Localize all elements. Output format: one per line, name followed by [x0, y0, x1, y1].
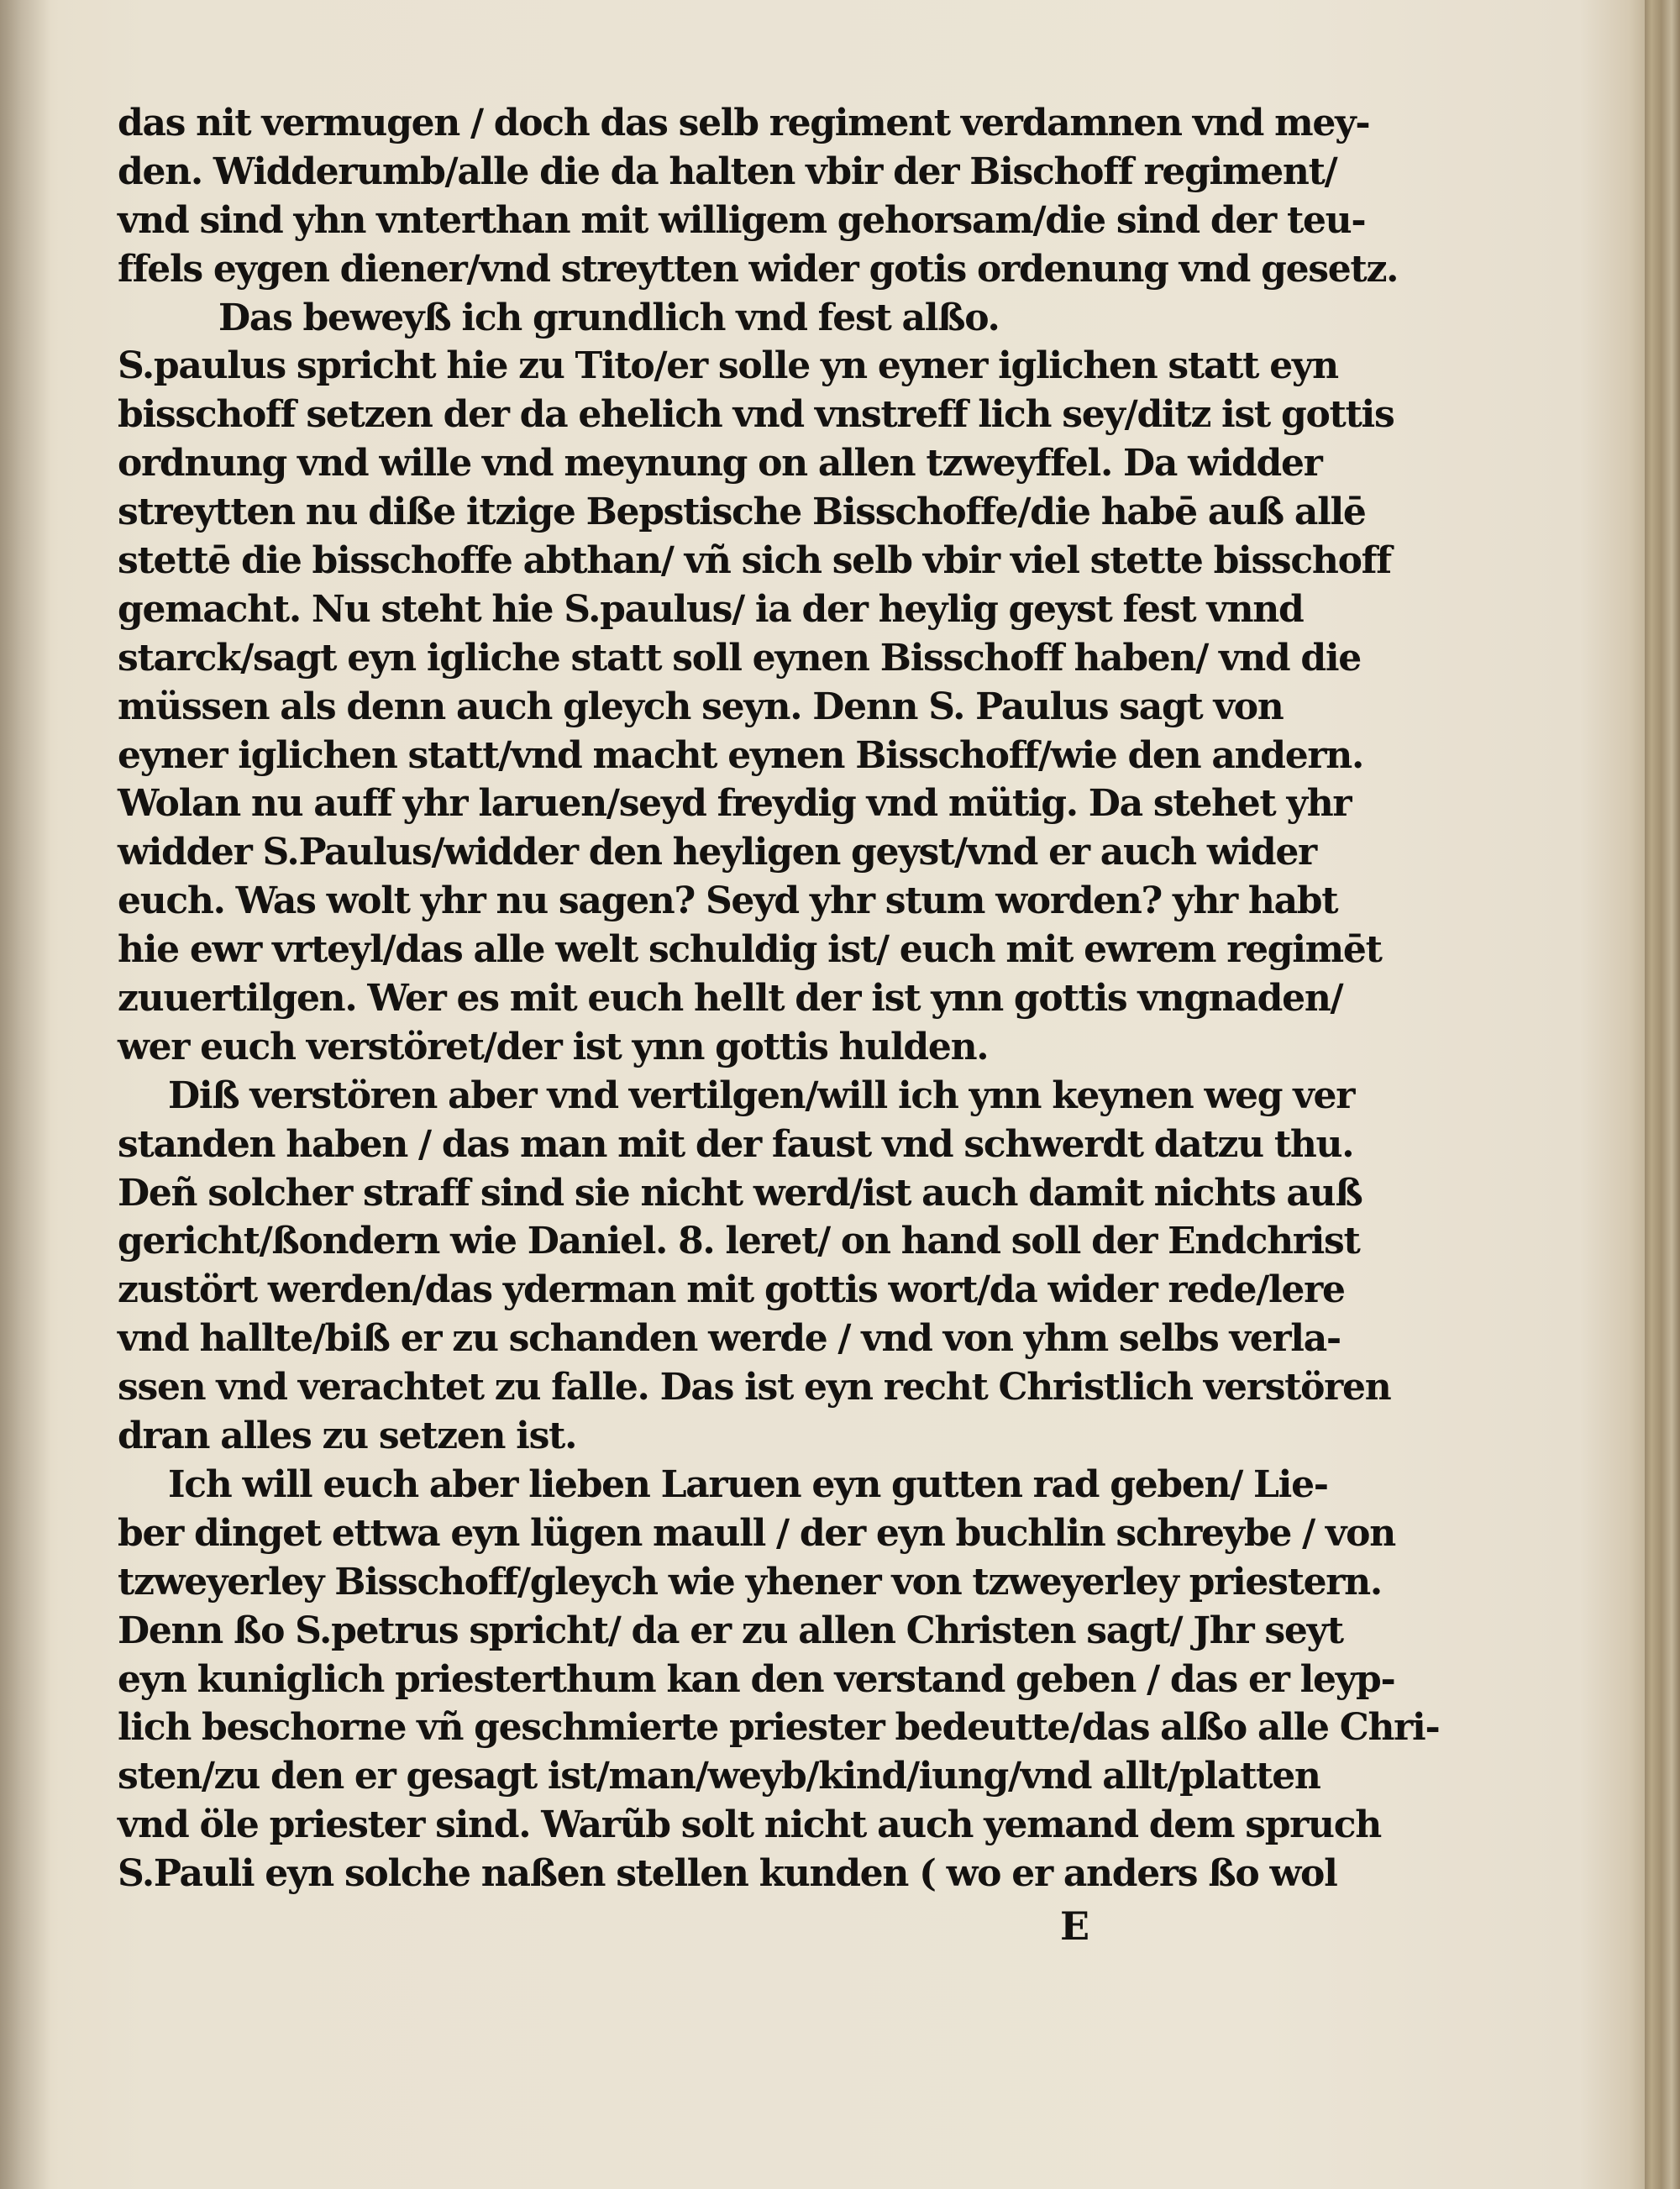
text-line: vnd öle priester sind. Warũb solt nicht auch yemand dem spruch	[118, 1803, 1381, 1847]
text-line: euch. Was wolt yhr nu sagen? Seyd yhr stum worden? yhr habt	[118, 879, 1338, 923]
text-line: zustört werden/das yderman mit gottis wort/da wider rede/lere	[118, 1268, 1345, 1312]
text-line: starck/sagt eyn igliche statt soll eynen Bisschoff haben/ vnd die	[118, 636, 1361, 680]
gutter-shadow	[0, 0, 50, 2189]
text-block	[118, 99, 1440, 1898]
text-line: sten/zu den er gesagt ist/man/weyb/kind/iung/vnd allt/platten	[118, 1755, 1320, 1798]
text-line: Wolan nu auff yhr laruen/seyd freydig vnd mütig. Da stehet yhr	[118, 782, 1352, 826]
text-line: eyner iglichen statt/vnd macht eynen Bisschoff/wie den andern.	[118, 733, 1363, 777]
text-line: gericht/ßondern wie Daniel. 8. leret/ on hand soll der Endchrist	[118, 1220, 1360, 1263]
text-line: widder S.Paulus/widder den heyligen geyst/vnd er auch wider	[118, 831, 1316, 874]
text-line: S.Pauli eyn solche naßen stellen kunden ( wo er anders ßo wol	[118, 1852, 1337, 1896]
text-line: eyn kuniglich priesterthum kan den verstand geben / das er leyp-	[118, 1657, 1395, 1701]
text-line: hie ewr vrteyl/das alle welt schuldig ist/ euch mit ewrem regimēt	[118, 928, 1382, 972]
text-line: tzweyerley Bisschoff/gleych wie yhener von tzweyerley priestern.	[118, 1560, 1382, 1604]
text-line: zuuertilgen. Wer es mit euch hellt der ist ynn gottis vngnaden/	[118, 977, 1343, 1021]
text-line: ffels eygen diener/vnd streytten wider gotis ordenung vnd gesetz.	[118, 247, 1399, 291]
text-line: vnd sind yhn vnterthan mit willigem gehorsam/die sind der teu-	[118, 198, 1366, 242]
text-line: ordnung vnd wille vnd meynung on allen tzweyffel. Da widder	[118, 442, 1322, 486]
text-line: wer euch verstöret/der ist ynn gottis hulden.	[118, 1025, 989, 1068]
text-line: Diß verstören aber vnd vertilgen/will ich ynn keynen weg ver	[168, 1074, 1355, 1117]
text-line: bisschoff setzen der da ehelich vnd vnstreff lich sey/ditz ist gottis	[118, 393, 1394, 437]
text-line: standen haben / das man mit der faust vnd schwerdt datzu thu.	[118, 1122, 1354, 1166]
text-line: gemacht. Nu steht hie S.paulus/ ia der heylig geyst fest vnnd	[118, 587, 1304, 631]
text-line: stettē die bisschoffe abthan/ vñ sich selb vbir viel stette bisschoff	[118, 539, 1391, 583]
text-line: Ich will euch aber lieben Laruen eyn gutten rad geben/ Lie-	[168, 1462, 1328, 1506]
text-line: ber dinget ettwa eyn lügen maull / der eyn buchlin schreybe / von	[118, 1511, 1395, 1555]
text-line: S.paulus spricht hie zu Tito/er solle yn eyner iglichen statt eyn	[118, 344, 1338, 388]
text-line: Deñ solcher straff sind sie nicht werd/ist auch damit nichts auß	[118, 1171, 1362, 1215]
text-line: Denn ßo S.petrus spricht/ da er zu allen Christen sagt/ Jhr seyt	[118, 1609, 1343, 1652]
text-line: lich beschorne vñ geschmierte priester bedeutte/das alßo alle Chri-	[118, 1706, 1440, 1750]
text-line: Das beweyß ich grundlich vnd fest alßo.	[218, 296, 1000, 339]
catchword: E	[1060, 1903, 1090, 1949]
text-line: vnd hallte/biß er zu schanden werde / vnd von yhm selbs verla-	[118, 1317, 1341, 1361]
page-edge	[1645, 0, 1680, 2189]
text-line: ssen vnd verachtet zu falle. Das ist eyn recht Christlich verstören	[118, 1366, 1391, 1409]
text-line: streytten nu diße itzige Bepstische Bisschoffe/die habē auß allē	[118, 491, 1366, 534]
text-line: den. Widderumb/alle die da halten vbir der Bischoff regiment/	[118, 150, 1337, 193]
text-line: müssen als denn auch gleych seyn. Denn S. Paulus sagt von	[118, 685, 1284, 728]
text-line: das nit vermugen / doch das selb regiment verdamnen vnd mey-	[118, 102, 1370, 144]
text-line: dran alles zu setzen ist.	[118, 1415, 577, 1458]
